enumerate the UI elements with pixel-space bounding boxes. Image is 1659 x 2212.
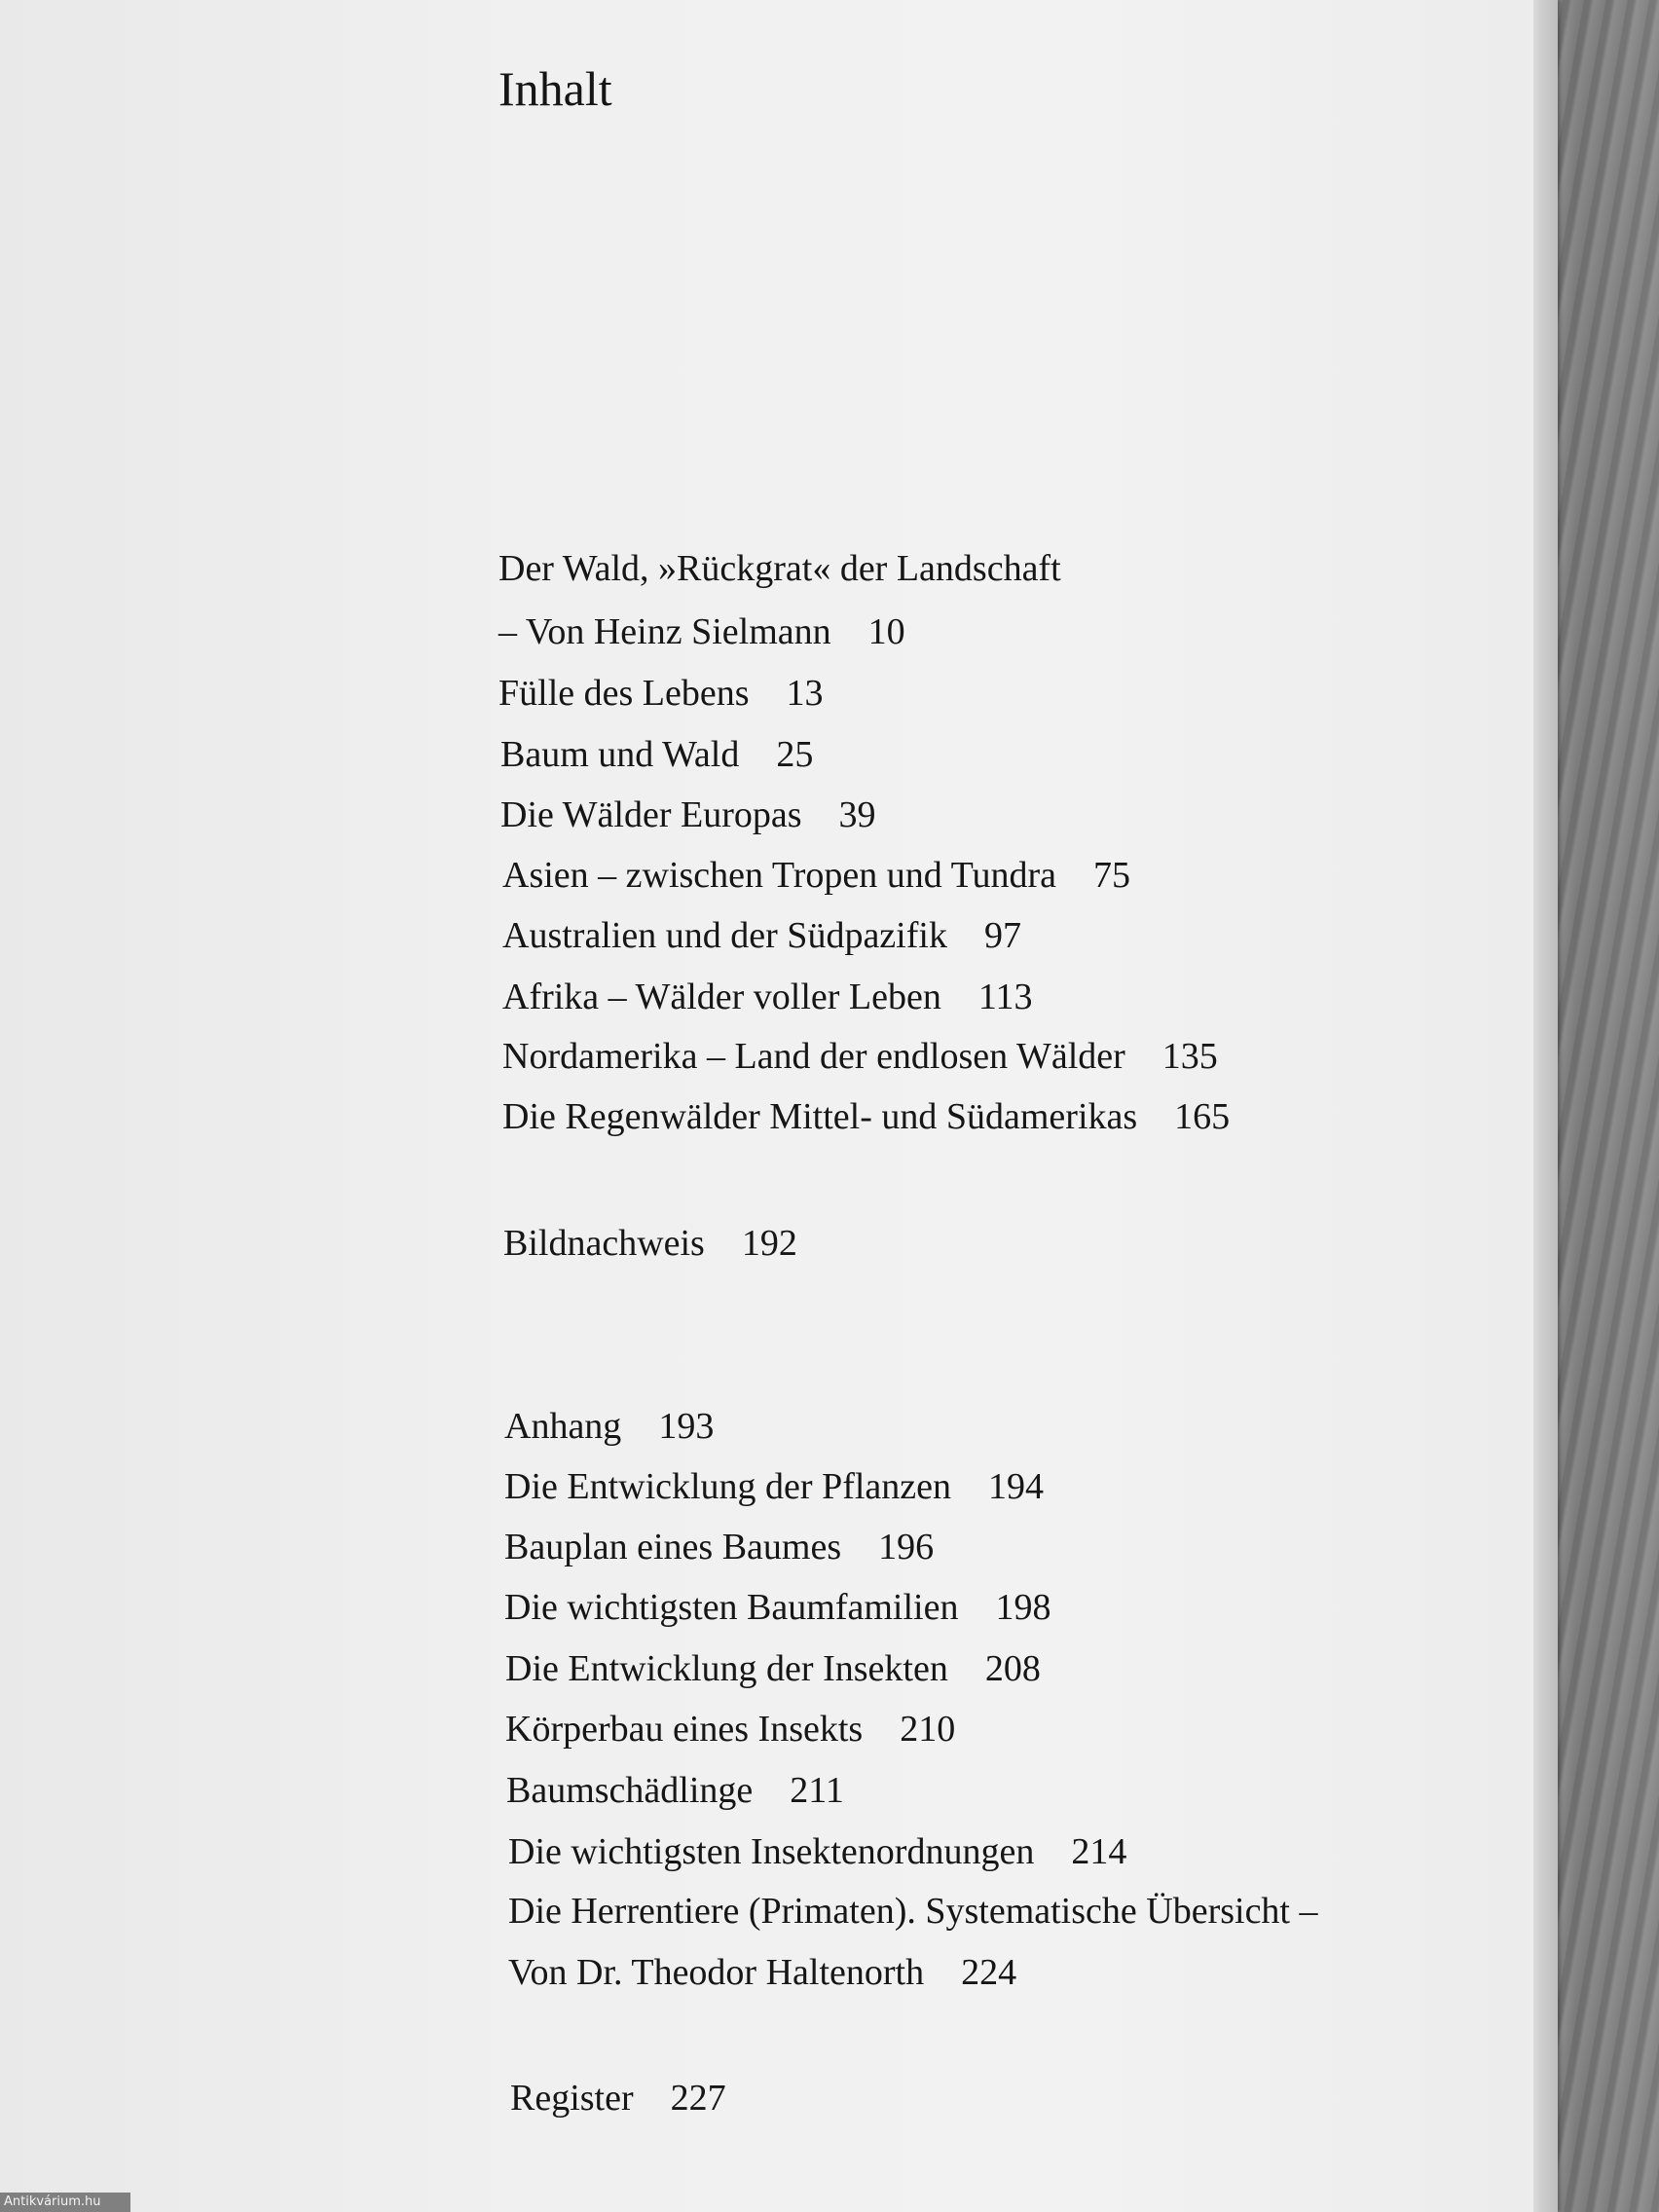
toc-entry-page: 25 <box>776 734 814 775</box>
toc-entry-title: Fülle des Lebens <box>498 673 750 714</box>
toc-entry-page: 193 <box>658 1406 715 1447</box>
toc-entry-title: Nordamerika – Land der endlosen Wälder <box>502 1036 1125 1077</box>
toc-entry-title: Die Regenwälder Mittel- und Südamerikas <box>502 1096 1138 1137</box>
toc-entry <box>504 1529 934 1566</box>
toc-entry-title: – Von Heinz Sielmann <box>498 611 831 652</box>
toc-entry-page: 198 <box>995 1587 1051 1628</box>
toc-entry-page: 210 <box>900 1709 956 1750</box>
toc-entry <box>505 1711 955 1748</box>
toc-entry <box>502 857 1130 894</box>
toc-entry <box>504 1468 1044 1505</box>
toc-entry-page: 196 <box>878 1527 935 1567</box>
toc-entry-title: Die Herrentiere (Primaten). Systematische Übersicht – <box>508 1891 1318 1932</box>
toc-entry-title: Die Wälder Europas <box>500 794 802 835</box>
toc-entry <box>502 917 1021 954</box>
toc-entry <box>508 1893 1318 1930</box>
toc-entry-title: Baumschädlinge <box>506 1770 754 1811</box>
toc-entry-title: Register <box>510 2078 634 2119</box>
toc-entry <box>505 1650 1041 1687</box>
page-title: Inhalt <box>498 61 612 116</box>
toc-entry-page: 75 <box>1092 855 1130 896</box>
toc-entry-title: Von Dr. Theodor Haltenorth <box>508 1952 925 1993</box>
toc-entry <box>504 1589 1051 1626</box>
watermark-label: Antikvárium.hu <box>0 2193 130 2212</box>
toc-entry-title: Bauplan eines Baumes <box>504 1527 842 1567</box>
toc-entry-title: Asien – zwischen Tropen und Tundra <box>502 855 1056 896</box>
toc-entry-title: Anhang <box>504 1406 622 1447</box>
toc-entry-page: 214 <box>1071 1831 1127 1872</box>
toc-entry-page: 165 <box>1174 1096 1231 1137</box>
toc-entry-page: 227 <box>670 2078 726 2119</box>
toc-entry <box>506 1772 844 1809</box>
toc-entry <box>498 613 905 650</box>
toc-entry-title: Die wichtigsten Insektenordnungen <box>508 1831 1035 1872</box>
toc-entry-page: 10 <box>867 611 905 652</box>
toc-entry-page: 97 <box>983 915 1021 956</box>
toc-entry-title: Bildnachweis <box>503 1223 705 1264</box>
toc-entry <box>510 2080 726 2117</box>
toc-entry <box>502 978 1032 1015</box>
toc-entry-page: 194 <box>988 1466 1045 1507</box>
toc-entry-title: Australien und der Südpazifik <box>502 915 947 956</box>
toc-entry <box>498 675 824 712</box>
toc-entry-page: 211 <box>790 1770 844 1811</box>
toc-entry <box>500 796 876 833</box>
toc-entry-title: Afrika – Wälder voller Leben <box>502 977 941 1017</box>
toc-entry <box>502 1038 1218 1075</box>
toc-entry-page: 13 <box>786 673 824 714</box>
toc-entry <box>498 550 1061 587</box>
toc-entry-title: Körperbau eines Insekts <box>505 1709 864 1750</box>
toc-entry-page: 39 <box>838 794 876 835</box>
toc-entry-title: Der Wald, »Rückgrat« der Landschaft <box>498 548 1061 589</box>
toc-entry-title: Die wichtigsten Baumfamilien <box>504 1587 959 1628</box>
toc-entry-page: 192 <box>741 1223 797 1264</box>
toc-entry <box>502 1098 1230 1135</box>
toc-entry <box>508 1954 1016 1991</box>
toc-entry-title: Die Entwicklung der Insekten <box>505 1648 948 1689</box>
toc-entry-page: 135 <box>1161 1036 1218 1077</box>
toc-entry <box>504 1408 714 1445</box>
toc-entry <box>508 1833 1126 1870</box>
toc-entry-title: Baum und Wald <box>500 734 740 775</box>
toc-entry-page: 208 <box>984 1648 1041 1689</box>
toc-entry <box>500 736 813 773</box>
toc-entry-title: Die Entwicklung der Pflanzen <box>504 1466 952 1507</box>
toc-entry <box>503 1225 797 1262</box>
toc-entry-page: 113 <box>977 977 1033 1017</box>
toc-entry-page: 224 <box>961 1952 1017 1993</box>
